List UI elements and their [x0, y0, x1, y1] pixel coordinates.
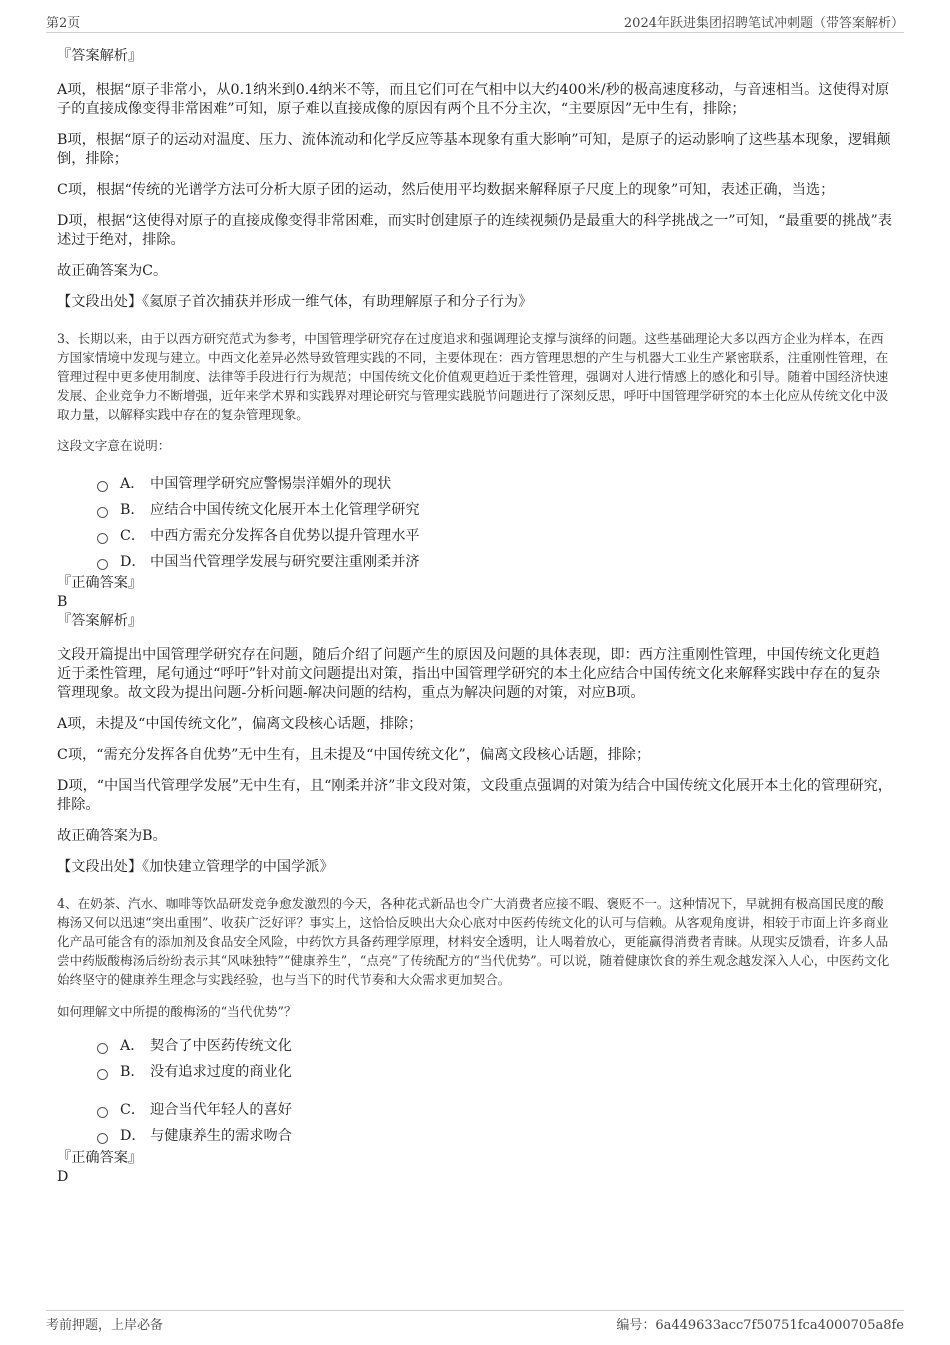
- radio-button-icon[interactable]: [97, 559, 108, 570]
- q4-option-d[interactable]: [97, 1123, 893, 1149]
- page-footer: [46, 1310, 904, 1333]
- option-letter: A．: [120, 1037, 145, 1054]
- radio-button-icon[interactable]: [97, 1107, 108, 1118]
- option-letter: B．: [120, 1063, 145, 1080]
- q3-answer-heading: 『正确答案』: [57, 575, 143, 591]
- q2-analysis-heading: 『答案解析』: [57, 48, 143, 64]
- page-header: [46, 12, 904, 33]
- q4-stem: 4、在奶茶、汽水、咖啡等饮品研发竞争愈发激烈的今天，各种花式新品也令广大消费者应接不暇、褒贬不一。这种情况下，早就拥有极高国民度的酸梅汤又何以迅速“突出重围”、收获广泛好评？事实上，这恰恰反映出大众心底对中医药传统文化的认可与信赖。从客观角度讲，相较于市面上许多商业化产品可能含有的添加剂及食品安全风险，中药饮方具备药理学原理，材料安全透明，让人喝着放心，更能赢得消费者青睐。从现实反馈看，许多人品尝中药版酸梅汤后纷纷表示其“风味独特”“健康养生”，“点亮”了传统配方的“当代优势”。可以说，随着健康饮食的养生观念越发深入人心，中医药文化始终坚守的健康养生理念与实践经验，也与当下的时代节奏和大众需求更加契合。: [57, 896, 890, 987]
- radio-button-icon[interactable]: [97, 507, 108, 518]
- q3-question: 这段文字意在说明：: [57, 438, 171, 453]
- option-letter: D．: [120, 553, 146, 570]
- radio-button-icon[interactable]: [97, 1133, 108, 1144]
- q4-option-a[interactable]: [97, 1033, 893, 1059]
- q3-option-a[interactable]: [97, 471, 893, 497]
- option-letter: B．: [120, 501, 145, 518]
- q2-analysis-c: C项，根据“传统的光谱学方法可分析大原子团的运动，然后使用平均数据来解释原子尺度上的现象”可知，表述正确，当选；: [57, 182, 835, 198]
- option-letter: A．: [120, 475, 145, 492]
- option-text: 中西方需充分发挥各自优势以提升管理水平: [150, 527, 420, 544]
- document-title: 2024年跃进集团招聘笔试冲刺题（带答案解析）: [623, 16, 904, 31]
- q3-option-b[interactable]: [97, 497, 893, 523]
- radio-button-icon[interactable]: [97, 1043, 108, 1054]
- option-text: 与健康养生的需求吻合: [150, 1127, 292, 1144]
- q4-answer: D: [57, 1169, 69, 1185]
- option-letter: D．: [120, 1127, 146, 1144]
- q3-options: [97, 471, 893, 575]
- q4-answer-heading: 『正确答案』: [57, 1150, 143, 1166]
- radio-button-icon[interactable]: [97, 533, 108, 544]
- radio-button-icon[interactable]: [97, 1069, 108, 1080]
- option-letter: C．: [120, 527, 146, 544]
- q2-analysis-d: D项，根据“这使得对原子的直接成像变得非常困难，而实时创建原子的连续视频仍是最重大的科学挑战之一”可知，“最重要的挑战”表述过于绝对，排除。: [57, 213, 892, 248]
- q4-option-b[interactable]: [97, 1059, 893, 1085]
- q3-analysis-heading: 『答案解析』: [57, 613, 143, 629]
- q4-option-c[interactable]: [97, 1097, 893, 1123]
- document-id: 编号：6a449633acc7f50751fca4000705a8fe: [616, 1318, 904, 1333]
- q3-analysis-main: 文段开篇提出中国管理学研究存在问题，随后介绍了问题产生的原因及问题的具体表现，即：西方注重刚性管理，中国传统文化更趋近于柔性管理，尾句通过“呼吁”针对前文问题提出对策，指出中国管理学研究的本土化应结合中国传统文化来解释实践中存在的复杂管理现象。故文段为提出问题-分析问题-解决问题的结构，重点为解决问题的对策，对应B项。: [57, 647, 881, 701]
- q3-analysis-a: A项，未提及“中国传统文化”，偏离文段核心话题，排除；: [57, 716, 423, 732]
- q3-option-d[interactable]: [97, 549, 893, 575]
- main-content: [57, 46, 893, 1187]
- q3-source: 【文段出处】《加快建立管理学的中国学派》: [57, 859, 334, 875]
- q2-conclusion: 故正确答案为C。: [57, 263, 168, 279]
- q3-stem: 3、长期以来，由于以西方研究范式为参考，中国管理学研究存在过度追求和强调理论支撑与演绎的问题。这些基础理论大多以西方企业为样本，在西方国家情境中发现与建立。中西文化差异必然导致管理实践的不同，主要体现在：西方管理思想的产生与机器大工业生产紧密联系，注重刚性管理，在管理过程中更多使用制度、法律等手段进行行为规范；中国传统文化价值观更趋近于柔性管理，强调对人进行情感上的感化和引导。随着中国经济快速发展、企业竞争力不断增强，近年来学术界和实践界对理论研究与管理实践脱节问题进行了深刻反思，呼吁中国管理学研究的本土化应从传统文化中汲取力量，以解释实践中存在的复杂管理现象。: [57, 331, 889, 422]
- q4-question: 如何理解文中所提的酸梅汤的“当代优势”？: [57, 1004, 297, 1019]
- option-text: 契合了中医药传统文化: [150, 1037, 292, 1054]
- q3-answer: B: [57, 594, 68, 610]
- option-text: 迎合当代年轻人的喜好: [150, 1101, 292, 1118]
- option-text: 应结合中国传统文化展开本土化管理学研究: [150, 501, 420, 518]
- q2-source: 【文段出处】《氦原子首次捕获并形成一维气体，有助理解原子和分子行为》: [57, 294, 533, 310]
- q4-options: [97, 1033, 893, 1149]
- option-text: 中国当代管理学发展与研究要注重刚柔并济: [150, 553, 420, 570]
- footer-slogan: 考前押题，上岸必备: [46, 1318, 164, 1333]
- option-text: 中国管理学研究应警惕崇洋媚外的现状: [150, 475, 392, 492]
- page-number: 第2页: [46, 16, 81, 31]
- q3-analysis-d: D项，“中国当代管理学发展”无中生有，且“刚柔并济”非文段对策，文段重点强调的对策为结合中国传统文化展开本土化的管理研究，排除。: [57, 778, 892, 813]
- q3-conclusion: 故正确答案为B。: [57, 828, 167, 844]
- q3-option-c[interactable]: [97, 523, 893, 549]
- radio-button-icon[interactable]: [97, 481, 108, 492]
- q2-analysis-b: B项，根据“原子的运动对温度、压力、流体流动和化学反应等基本现象有重大影响”可知，是原子的运动影响了这些基本现象，逻辑颠倒，排除；: [57, 132, 891, 167]
- q2-analysis-a: A项，根据“原子非常小，从0.1纳米到0.4纳米不等，而且它们可在气相中以大约400米/秒的极高速度移动，与音速相当。这使得对原子的直接成像变得非常困难”可知，原子难以直接成像的原因有两个且不分主次，“主要原因”无中生有，排除；: [57, 82, 890, 117]
- q3-analysis-c: C项，“需充分发挥各自优势”无中生有，且未提及“中国传统文化”，偏离文段核心话题，排除；: [57, 747, 651, 763]
- option-letter: C．: [120, 1101, 146, 1118]
- option-text: 没有追求过度的商业化: [150, 1063, 292, 1080]
